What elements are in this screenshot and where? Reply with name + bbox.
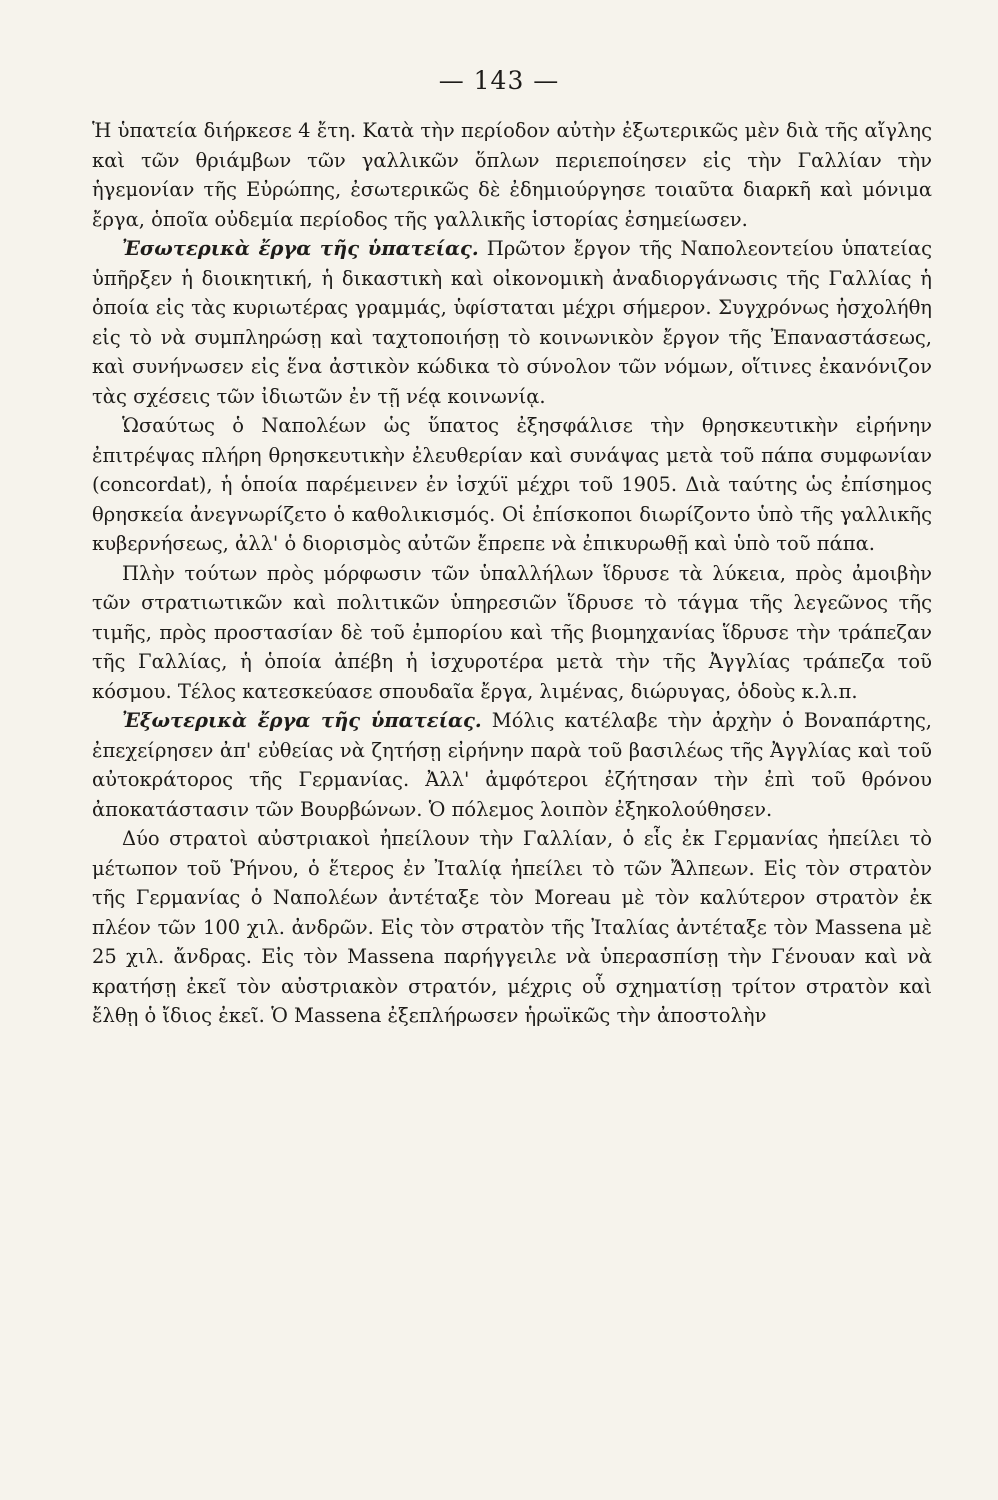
paragraph <box>92 559 932 707</box>
paragraph <box>92 411 932 559</box>
paragraph <box>92 824 932 1031</box>
section-heading-internal-works: Ἐσωτερικὰ ἔργα τῆς ὑπατείας. <box>122 237 479 260</box>
paragraph <box>92 706 932 824</box>
paragraph-text: Πρῶτον ἔργον τῆς Ναπολεοντείου ὑπατείας ὑπῆρξεν ἡ διοικητική, ἡ δικαστικὴ καὶ οἰκονομικὴ ἀναδιοργάνωσις τῆς Γαλλίας ἡ ὁποία εἰς τὰς κυριωτέρας γραμμάς, ὑφίσταται μέχρι σήμερον. Συγχρόνως ἠσχολήθη εἰς τὸ νὰ συμπληρώσῃ καὶ ταχτοποιήσῃ τὸ κοινωνικὸν ἔργον τῆς Ἐπαναστάσεως, καὶ συνήνωσεν εἰς ἕνα ἀστικὸν κώδικα τὸ σύνολον τῶν νόμων, οἵτινες ἐκανόνιζον τὰς σχέσεις τῶν ἰδιωτῶν ἐν τῇ νέᾳ κοινωνίᾳ. <box>92 237 933 408</box>
paragraph-text: Δύο στρατοὶ αὐστριακοὶ ἠπείλουν τὴν Γαλλίαν, ὁ εἷς ἐκ Γερμανίας ἠπείλει τὸ μέτωπον τοῦ Ῥήνου, ὁ ἕτερος ἐν Ἰταλίᾳ ἠπείλει τὸ τῶν Ἄλπεων. Εἰς τὸν στρατὸν τῆς Γερμανίας ὁ Ναπολέων ἀντέταξε τὸν Moreau μὲ τὸν καλύτερον στρατὸν ἐκ πλέον τῶν 100 χιλ. ἀνδρῶν. Εἰς τὸν στρατὸν τῆς Ἰταλίας ἀντέταξε τὸν Massena μὲ 25 χιλ. ἄνδρας. Εἰς τὸν Massena παρήγγειλε νὰ ὑπερασπίσῃ τὴν Γένουαν καὶ νὰ κρατήσῃ ἐκεῖ τὸν αὐστριακὸν στρατόν, μέχρις οὗ σχηματίσῃ τρίτον στρατὸν καὶ ἔλθῃ ὁ ἴδιος ἐκεῖ. Ὁ Massena ἐξεπλήρωσεν ἡρωϊκῶς τὴν ἀποστολὴν <box>92 827 932 1027</box>
paragraph-text: Ἡ ὑπατεία διήρκεσε 4 ἔτη. Κατὰ τὴν περίοδον αὐτὴν ἐξωτερικῶς μὲν διὰ τῆς αἴγλης καὶ τῶν θριάμβων τῶν γαλλικῶν ὅπλων περιεποίησεν εἰς τὴν Γαλλίαν τὴν ἡγεμονίαν τῆς Εὐρώπης, ἐσωτερικῶς δὲ ἐδημιούργησε τοιαῦτα διαρκῆ καὶ μόνιμα ἔργα, ὁποῖα οὐδεμία περίοδος τῆς γαλλικῆς ἱστορίας ἐσημείωσεν. <box>92 119 932 231</box>
page-number: — 143 — <box>438 66 560 95</box>
paragraph-text: Ὡσαύτως ὁ Ναπολέων ὡς ὕπατος ἐξησφάλισε τὴν θρησκευτικὴν εἰρήνην ἐπιτρέψας πλήρη θρησκευτικὴν ἐλευθερίαν καὶ συνάψας μετὰ τοῦ πάπα συμφωνίαν (concordat), ἡ ὁποία παρέμεινεν ἐν ἰσχύϊ μέχρι τοῦ 1905. Διὰ ταύτης ὡς ἐπίσημος θρησκεία ἀνεγνωρίζετο ὁ καθολικισμός. Οἱ ἐπίσκοποι διωρίζοντο ὑπὸ τῆς γαλλικῆς κυβερνήσεως, ἀλλ' ὁ διορισμὸς αὐτῶν ἔπρεπε νὰ ἐπικυρωθῇ καὶ ὑπὸ τοῦ πάπα. <box>92 414 932 555</box>
body-text <box>92 116 932 1031</box>
paragraph <box>92 116 932 234</box>
paragraph-text: Πλὴν τούτων πρὸς μόρφωσιν τῶν ὑπαλλήλων ἵδρυσε τὰ λύκεια, πρὸς ἀμοιβὴν τῶν στρατιωτικῶν καὶ πολιτικῶν ὑπηρεσιῶν ἵδρυσε τὸ τάγμα τῆς λεγεῶνος τῆς τιμῆς, πρὸς προστασίαν δὲ τοῦ ἐμπορίου καὶ τῆς βιομηχανίας ἵδρυσε τὴν τράπεζαν τῆς Γαλλίας, ἡ ὁποία ἀπέβη ἡ ἰσχυροτέρα μετὰ τὴν τῆς Ἀγγλίας τράπεζα τοῦ κόσμου. Τέλος κατεσκεύασε σπουδαῖα ἔργα, λιμένας, διώρυγας, ὁδοὺς κ.λ.π. <box>92 561 932 703</box>
paragraph <box>92 234 932 411</box>
section-heading-external-works: Ἐξωτερικὰ ἔργα τῆς ὑπατείας. <box>122 709 482 732</box>
paragraph-text: Μόλις κατέλαβε τὴν ἀρχὴν ὁ Βοναπάρτης, ἐπεχείρησεν ἀπ' εὐθείας νὰ ζητήσῃ εἰρήνην παρὰ τοῦ βασιλέως τῆς Ἀγγλίας καὶ τοῦ αὐτοκράτορος τῆς Γερμανίας. Ἀλλ' ἀμφότεροι ἐζήτησαν τὴν ἐπὶ τοῦ θρόνου ἀποκατάστασιν τῶν Βουρβώνων. Ὁ πόλεμος λοιπὸν ἐξηκολούθησεν. <box>92 709 932 821</box>
